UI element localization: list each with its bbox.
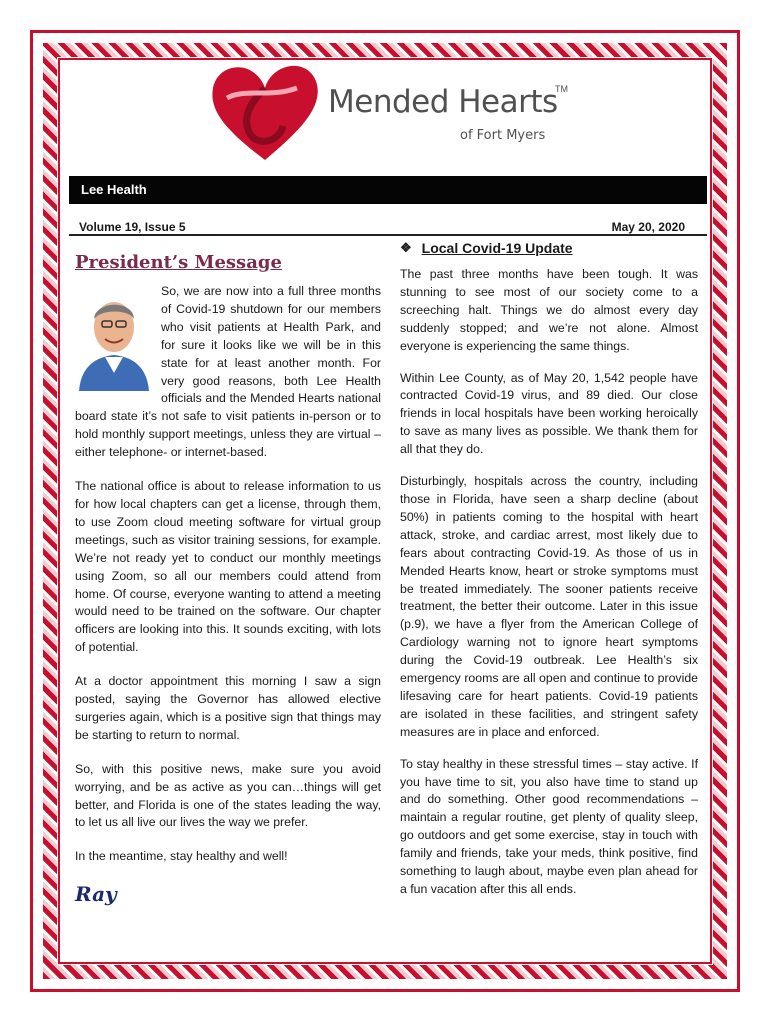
logo-title: Mended Hearts [328, 84, 558, 120]
signature: Ray [75, 882, 117, 907]
volume-issue: Volume 19, Issue 5 [79, 220, 186, 234]
local-update-heading [400, 240, 698, 256]
issue-date: May 20, 2020 [611, 220, 685, 234]
mended-hearts-logo [205, 58, 585, 168]
logo-trademark: TM [555, 84, 568, 94]
issue-row [69, 212, 707, 236]
heart-ribbon-icon [205, 58, 325, 168]
diamond-bullet-icon: ❖ [400, 240, 412, 255]
paragraph: The past three months have been tough. It was stunning to see most of our society come to a screeching halt. Things we do almost every day suddenly stopped; and we’re not alone. Almost everyone is experiencing the same things. [400, 267, 698, 353]
paragraph: Within Lee County, as of May 20, 1,542 people have contracted Covid-19 virus, and 89 died. Our close friends in local hospitals have been working heroically to save as many lives as possible. We thank them for all that they do. [400, 370, 698, 457]
masthead-bar [69, 176, 707, 204]
paragraph: In the meantime, stay healthy and well! [75, 849, 288, 864]
paragraph: So, we are now into a full three months of Covid-19 shutdown for our members who visit patients at Health Park, and for sure it looks like we will be in this state for at least another month. For very good reasons, both Lee Health officials and the Mended Hearts national board state it’s not safe to visit patients in-person or to hold monthly support meetings, unless they are virtual – either telephone- or internet-based. [75, 284, 381, 460]
paragraph: To stay healthy in these stressful times – stay active. If you have time to sit, you also have time to stand up and do something. Other good recommendations – maintain a regular routine, get plenty of quality sleep, go outdoors and get some exercise, stay in touch with family and friends, take your meds, think positive, find something to laugh about, maybe even plan ahead for a fun vacation after this all ends. [400, 756, 698, 896]
presidents-message-title: President’s Message [75, 252, 282, 273]
presidents-message-column [75, 250, 381, 906]
paragraph: So, with this positive news, make sure you avoid worrying, and be as active as you can…things will get better, and Florida is one of the states leading the way, to let us all live our lives the way we prefer. [75, 761, 381, 830]
masthead-org: Lee Health [81, 182, 147, 197]
local-update-title: Local Covid-19 Update [421, 240, 573, 256]
paragraph: The national office is about to release information to us for how local chapters can get a license, through them, to use Zoom cloud meeting software for virtual group meetings, such as visitor training sessions, for example. We’re not ready yet to conduct our monthly meetings using Zoom, so all our members could attend from home. Of course, everyone wanting to attend a meeting would need to be trained on the software. Our chapter officers are looking into this. It sounds exciting, with lots of potential. [75, 479, 381, 655]
president-portrait [75, 283, 153, 391]
paragraph: Disturbingly, hospitals across the country, including those in Florida, have seen a sharp decline (about 50%) in patients coming to the hospital with heart attack, stroke, and cardiac arrest, most likely due to fears about contracting Covid-19. As those of us in Mended Hearts know, heart or stroke symptoms must be treated immediately. The sooner patients receive treatment, the better their outcome. Later in this issue (p.9), we have a flyer from the American College of Cardiology warning not to ignore heart symptoms during the Covid-19 outbreak. Lee Health’s six emergency rooms are all open and continue to provide lifesaving care for heart patients. Covid-19 patients are isolated in these facilities, and stringent safety measures are in place and enforced. [400, 474, 698, 739]
local-update-column [400, 240, 698, 913]
logo-subtitle: of Fort Myers [460, 128, 546, 143]
paragraph: At a doctor appointment this morning I saw a sign posted, saying the Governor has allowed elective surgeries again, which is a positive sign that things may be starting to return to normal. [75, 674, 381, 742]
